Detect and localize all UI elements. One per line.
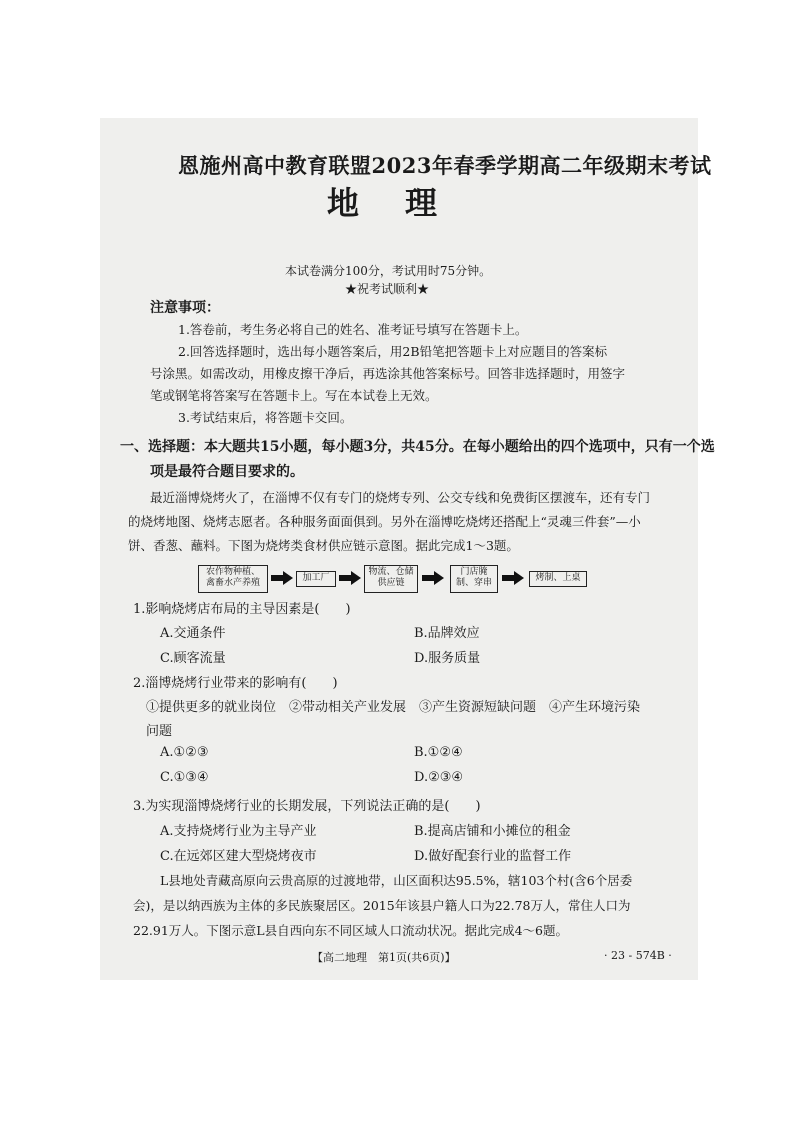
flow-box-text: 制、穿串 [455, 578, 492, 588]
q2-option-c: C.①③④ [160, 770, 209, 785]
notes-title: 注意事项： [150, 300, 220, 316]
question-1-stem: 1.影响烧烤店布局的主导因素是( ) [133, 602, 351, 617]
flow-box-text: 物流、仓储 [368, 567, 414, 577]
supply-chain-diagram [198, 563, 628, 595]
notes-line: 号涂黑。如需改动，用橡皮擦干净后，再选涂其他答案标号。回答非选择题时，用签字 [150, 366, 626, 381]
q2-option-d: D.②③④ [414, 770, 464, 785]
q1-option-b: B.品牌效应 [414, 626, 480, 641]
flow-box-text: 供应链 [377, 578, 405, 588]
flow-box-text: 门店腌 [460, 567, 488, 577]
passage-line: 22.91万人。下图示意L县自西向东不同区域人口流动状况。据此完成4～6题。 [133, 923, 568, 938]
flow-box-logistics [364, 565, 418, 593]
q1-option-d: D.服务质量 [414, 651, 481, 666]
flow-box-factory [296, 571, 336, 587]
q3-option-a: A.支持烧烤行业为主导产业 [160, 824, 317, 839]
flow-arrow [422, 571, 444, 585]
flow-box-text: 加工厂 [302, 573, 330, 583]
section-heading: 一、选择题：本大题共15小题，每小题3分，共45分。在每小题给出的四个选项中，只有一个选 [120, 439, 715, 455]
notes-line: 笔或钢笔将答案写在答题卡上。写在本试卷上无效。 [150, 388, 438, 403]
passage-line: 饼、香葱、蘸料。下图为烧烤类食材供应链示意图。据此完成1～3题。 [128, 538, 519, 553]
q3-option-d: D.做好配套行业的监督工作 [414, 849, 572, 864]
flow-box-grill [529, 571, 587, 587]
paper-code: · 23 - 574B · [604, 949, 672, 962]
flow-arrow [502, 571, 524, 585]
page-footer: 【高二地理 第1页(共6页)】 [312, 951, 456, 964]
passage-line: 的烧烤地图、烧烤志愿者。各种服务面面俱到。另外在淄博吃烧烤还搭配上“灵魂三件套”—小 [128, 514, 641, 529]
q3-option-b: B.提高店铺和小摊位的租金 [414, 824, 571, 839]
flow-box-text: 禽畜水产养殖 [205, 578, 260, 588]
flow-box-text: 烤制、上桌 [535, 573, 581, 583]
passage-line: L县地处青藏高原向云贵高原的过渡地带，山区面积达95.5%，辖103个村(含6个居委 [160, 873, 633, 888]
exam-title: 恩施州高中教育联盟2023年春季学期高二年级期末考试 [178, 153, 712, 178]
notes-line: 2.回答选择题时，选出每小题答案后，用2B铅笔把答题卡上对应题目的答案标 [178, 344, 608, 359]
flow-box-store [450, 565, 498, 593]
flow-box-farming [198, 565, 268, 593]
q2-statements-cont: 问题 [146, 724, 173, 739]
exam-wish: ★祝考试顺利★ [345, 282, 430, 296]
question-2-stem: 2.淄博烧烤行业带来的影响有( ) [133, 676, 338, 691]
q2-option-a: A.①②③ [160, 745, 209, 760]
flow-arrow [339, 571, 361, 585]
q2-option-b: B.①②④ [414, 745, 463, 760]
q3-option-c: C.在远郊区建大型烧烤夜市 [160, 849, 317, 864]
flow-arrow [271, 571, 293, 585]
flow-box-text: 农作物种植、 [205, 567, 260, 577]
notes-line: 3.考试结束后，将答题卡交回。 [178, 410, 353, 425]
passage-line: 最近淄博烧烤火了，在淄博不仅有专门的烧烤专列、公交专线和免费街区摆渡车，还有专门 [150, 490, 651, 505]
q2-statements: ①提供更多的就业岗位 ②带动相关产业发展 ③产生资源短缺问题 ④产生环境污染 [146, 700, 641, 715]
notes-line: 1.答卷前，考生务必将自己的姓名、准考证号填写在答题卡上。 [178, 322, 528, 337]
subject-title: 地理 [327, 184, 484, 222]
q1-option-a: A.交通条件 [160, 626, 226, 641]
question-3-stem: 3.为实现淄博烧烤行业的长期发展，下列说法正确的是( ) [133, 799, 481, 814]
passage-line: 会)，是以纳西族为主体的多民族聚居区。2015年该县户籍人口为22.78万人，常住人口为 [133, 898, 631, 913]
q1-option-c: C.顾客流量 [160, 651, 226, 666]
section-heading-cont: 项是最符合题目要求的。 [150, 464, 304, 480]
exam-info: 本试卷满分100分，考试用时75分钟。 [285, 264, 492, 278]
